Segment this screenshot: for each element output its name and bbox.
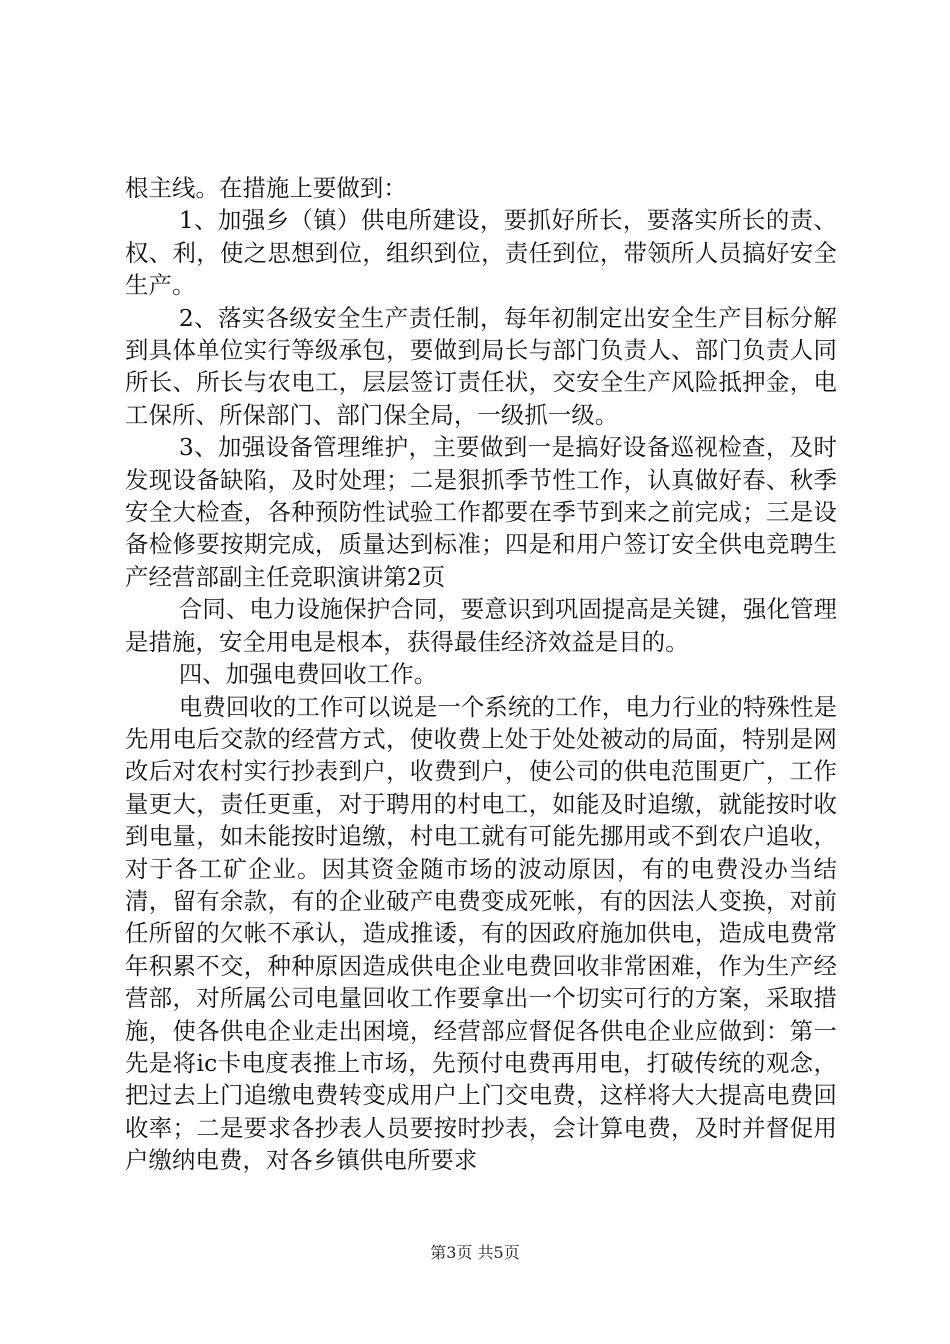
paragraph-item-3: 3、加强设备管理维护，主要做到一是搞好设备巡视检查，及时发现设备缺陷，及时处理；二是狠抓季节性工作，认真做好春、秋季安全大检查，各种预防性试验工作都要在季节到来之前完成；三是设备检修要按期完成，质量达到标准；四是和用户签订安全供电竞聘生产经营部副主任竞职演讲第2页 — [125, 433, 837, 591]
page-footer — [0, 1243, 950, 1263]
paragraph-continuation: 合同、电力设施保护合同，要意识到巩固提高是关键，强化管理是措施，安全用电是根本，获得最佳经济效益是目的。 — [125, 595, 837, 656]
section-heading-4: 四、加强电费回收工作。 — [178, 660, 438, 689]
document-body — [125, 172, 837, 1177]
paragraph-item-2: 2、落实各级安全生产责任制，每年初制定出安全生产目标分解到具体单位实行等级承包，要做到局长与部门负责人、部门负责人同所长、所长与农电工，层层签订责任状，交安全生产风险抵押金，电工保所、所保部门、部门保全局，一级抓一级。 — [125, 303, 837, 429]
page-number: 第3页 共5页 — [430, 1243, 520, 1262]
paragraph-item-1: 1、加强乡（镇）供电所建设，要抓好所长，要落实所长的责、权、利，使之思想到位，组织到位，责任到位，带领所人员搞好安全生产。 — [125, 206, 837, 300]
paragraph-fee-collection: 电费回收的工作可以说是一个系统的工作，电力行业的特殊性是先用电后交款的经营方式，使收费上处于处处被动的局面，特别是网改后对农村实行抄表到户，收费到户，使公司的供电范围更广，工作量更大，责任更重，对于聘用的村电工，如能及时追缴，就能按时收到电量，如未能按时追缴，村电工就有可能先挪用或不到农户追收，对于各工矿企业。因其资金随市场的波动原因，有的电费没办当结清，留有余款，有的企业破产电费变成死帐，有的因法人变换，对前任所留的欠帐不承认，造成推诿，有的因政府施加供电，造成电费常年积累不交，种种原因造成供电企业电费回收非常困难，作为生产经营部，对所属公司电量回收工作要拿出一个切实可行的方案，采取措施，使各供电企业走出困境，经营部应督促各供电企业应做到：第一先是将ic卡电度表推上市场，先预付电费再用电，打破传统的观念，把过去上门追缴电费转变成用户上门交电费，这样将大大提高电费回收率；二是要求各抄表人员要按时抄表，会计算电费，及时并督促用户缴纳电费，对各乡镇供电所要求 — [125, 692, 837, 1175]
paragraph-intro: 根主线。在措施上要做到： — [125, 174, 407, 202]
